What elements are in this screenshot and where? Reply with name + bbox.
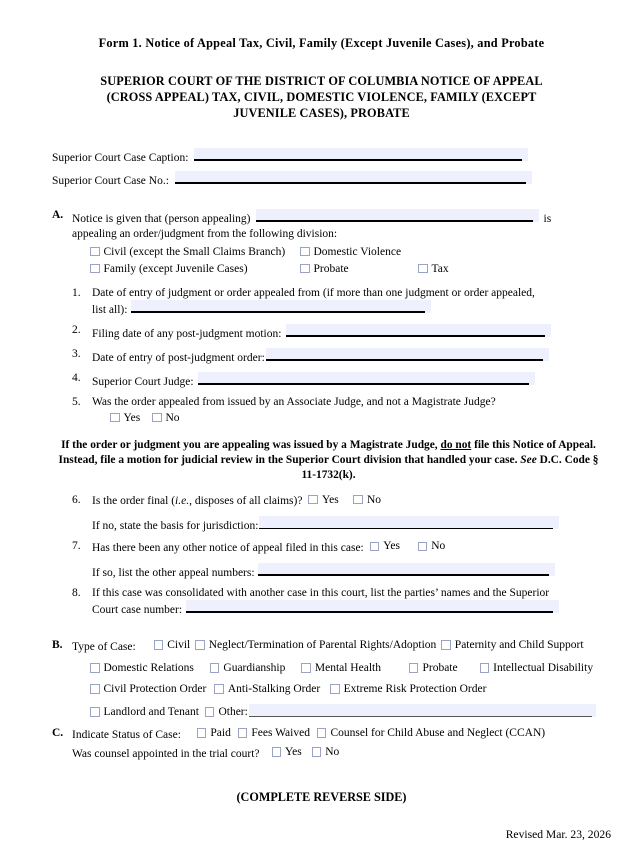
- item-2-input[interactable]: [286, 324, 551, 337]
- checkbox-label: Paid: [210, 727, 231, 739]
- item-4-input[interactable]: [198, 372, 535, 385]
- checkbox-type-landlord-tenant[interactable]: [90, 706, 199, 718]
- item-5-options: [92, 412, 607, 424]
- checkbox-box-icon[interactable]: [308, 495, 318, 505]
- checkbox-tax-division[interactable]: [418, 263, 449, 275]
- checkbox-item6-yes[interactable]: [308, 494, 353, 506]
- checkbox-label: Domestic Violence: [313, 245, 402, 258]
- checkbox-box-icon[interactable]: [441, 640, 451, 650]
- division-instruction: appealing an order/judgment from the following division:: [72, 227, 338, 240]
- item-3: [72, 348, 607, 364]
- checkbox-box-icon[interactable]: [409, 663, 419, 673]
- checkbox-label: Landlord and Tenant: [103, 706, 199, 718]
- warning-emphasis-do-not: do not: [440, 438, 472, 451]
- checkbox-type-civil-protection-order[interactable]: [90, 683, 206, 695]
- item-8-text-cont: Court case number:: [92, 604, 183, 616]
- checkbox-label: Probate: [422, 661, 458, 674]
- item-1-number: 1.: [72, 286, 81, 299]
- item-5-text: Was the order appealed from issued by an Associate Judge, and not a Magistrate Judge?: [92, 395, 496, 408]
- person-appealing-row: [72, 209, 607, 225]
- checkbox-type-probate[interactable]: [409, 662, 458, 674]
- revised-date: Revised Mar. 23, 2026: [505, 827, 611, 841]
- checkbox-box-icon[interactable]: [197, 728, 207, 738]
- item-5: [72, 396, 607, 424]
- case-no-input[interactable]: [175, 171, 532, 184]
- section-b-row-2: [72, 662, 619, 674]
- warning-part-2: file this Notice of Appeal. Instead, file a motion for judicial review in the Superior Court division that handled your case.: [58, 438, 596, 466]
- item-6-text-before: Is the order final (: [92, 495, 176, 508]
- checkbox-label: Anti-Stalking Order: [227, 682, 321, 695]
- numbered-items-1-5: [0, 275, 643, 424]
- case-caption-block: [0, 122, 643, 187]
- item-2-text: Filing date of any post-judgment motion:: [92, 327, 282, 340]
- checkbox-box-icon[interactable]: [370, 542, 380, 552]
- checkbox-item6-no[interactable]: [353, 494, 381, 506]
- item-1: [72, 287, 607, 316]
- checkbox-box-icon[interactable]: [272, 747, 282, 757]
- checkbox-item7-no[interactable]: [418, 540, 446, 552]
- item-1-text: Date of entry of judgment or order appealed from (if more than one judgment or order appealed,: [92, 286, 535, 299]
- checkbox-type-neglect-termination[interactable]: [195, 639, 436, 651]
- checkbox-box-icon[interactable]: [90, 663, 100, 673]
- complete-reverse-side-note: (COMPLETE REVERSE SIDE): [236, 789, 407, 804]
- checkbox-label: Civil Protection Order: [103, 682, 207, 695]
- checkbox-label: No: [366, 493, 382, 506]
- checkbox-type-civil[interactable]: [154, 639, 191, 651]
- counsel-appointed-question: Was counsel appointed in the trial court?: [72, 747, 260, 760]
- item-7-question: [92, 540, 607, 554]
- item-6: [72, 494, 607, 533]
- checkbox-domestic-violence[interactable]: [300, 246, 401, 258]
- item-6-sub-label: If no, state the basis for jurisdiction:: [92, 520, 259, 533]
- section-b-letter: B.: [52, 639, 63, 651]
- case-no-row: [0, 171, 643, 187]
- section-c-row-2: [72, 746, 607, 760]
- item-5-number: 5.: [72, 395, 81, 408]
- item-7-sub-label: If so, list the other appeal numbers:: [92, 567, 255, 579]
- checkbox-label: No: [165, 411, 180, 424]
- checkbox-label: Yes: [321, 493, 339, 506]
- checkbox-label: Civil: [167, 639, 191, 651]
- checkbox-type-extreme-risk-protection-order[interactable]: [330, 683, 486, 695]
- item-1-input[interactable]: [131, 300, 431, 313]
- warning-part-1: If the order or judgment you are appealing was issued by a Magistrate Judge,: [61, 438, 438, 451]
- section-b-label: Type of Case:: [72, 640, 136, 653]
- section-b-row-4: [72, 704, 619, 718]
- checkbox-label: Civil (except the Small Claims Branch): [103, 245, 286, 258]
- checkbox-box-icon[interactable]: [418, 542, 428, 552]
- checkbox-label: Mental Health: [314, 661, 381, 674]
- section-b: [0, 639, 643, 718]
- person-appealing-label: Notice is given that (person appealing): [72, 212, 251, 225]
- checkbox-label: Intellectual Disability: [493, 661, 594, 674]
- division-row-2: [72, 263, 607, 275]
- checkbox-status-paid[interactable]: [197, 727, 231, 739]
- item-6-italic-ie: i.e.: [175, 495, 190, 508]
- checkbox-type-guardianship[interactable]: [210, 662, 285, 674]
- item-7-number: 7.: [72, 540, 81, 553]
- magistrate-judge-warning: [0, 432, 643, 486]
- checkbox-civil-small-claims[interactable]: [90, 246, 300, 258]
- checkbox-type-paternity-child-support[interactable]: [441, 639, 583, 651]
- checkbox-box-icon[interactable]: [301, 663, 311, 673]
- item-4-number: 4.: [72, 371, 81, 384]
- item-3-text: Date of entry of post-judgment order:: [92, 351, 265, 364]
- item-4-text: Superior Court Judge:: [92, 375, 194, 388]
- checkbox-label: No: [325, 745, 340, 758]
- case-caption-input[interactable]: [194, 148, 528, 161]
- item-3-input[interactable]: [266, 348, 549, 361]
- checkbox-box-icon[interactable]: [205, 707, 215, 717]
- checkbox-box-icon[interactable]: [317, 728, 327, 738]
- spacer: [0, 718, 643, 727]
- item-7-text: Has there been any other notice of appeal filed in this case:: [92, 542, 364, 554]
- checkbox-type-anti-stalking-order[interactable]: [214, 683, 320, 695]
- checkbox-label: Other:: [218, 706, 248, 718]
- item-2: [72, 324, 607, 340]
- checkbox-label: Yes: [383, 540, 400, 553]
- checkbox-type-other[interactable]: [205, 706, 248, 718]
- section-c: [0, 727, 643, 760]
- item-6-question: [92, 494, 607, 508]
- warning-part-3: D.C. Code § 11-1732(k).: [301, 453, 599, 482]
- checkbox-box-icon[interactable]: [154, 640, 164, 650]
- person-appealing-tail: is: [543, 212, 552, 225]
- checkbox-box-icon[interactable]: [312, 747, 322, 757]
- checkbox-label: Tax: [431, 262, 449, 275]
- item-1-text-cont: list all):: [92, 303, 128, 316]
- document-title: SUPERIOR COURT OF THE DISTRICT OF COLUMBIA NOTICE OF APPEAL (CROSS APPEAL) TAX, CIVIL, DOMESTIC VIOLENCE, FAMILY (EXCEPT JUVENILE CASES), PROBATE: [100, 74, 543, 121]
- spacer: [0, 194, 643, 209]
- checkbox-box-icon[interactable]: [300, 247, 310, 257]
- checkbox-box-icon[interactable]: [152, 413, 162, 423]
- checkbox-counsel-no[interactable]: [312, 746, 340, 758]
- item-8-number: 8.: [72, 587, 81, 599]
- checkbox-type-mental-health[interactable]: [301, 662, 381, 674]
- checkbox-box-icon[interactable]: [480, 663, 490, 673]
- section-a: [0, 209, 643, 275]
- item-8-text: If this case was consolidated with another case in this court, list the parties’ names and the Superior: [92, 587, 550, 599]
- checkbox-status-ccan[interactable]: [317, 727, 545, 739]
- person-appealing-input[interactable]: [256, 209, 539, 222]
- checkbox-box-icon[interactable]: [300, 264, 310, 274]
- checkbox-box-icon[interactable]: [353, 495, 363, 505]
- checkbox-item5-no[interactable]: [152, 412, 180, 424]
- checkbox-label: Neglect/Termination of Parental Rights/Adoption: [208, 639, 437, 651]
- checkbox-counsel-yes[interactable]: [272, 746, 302, 758]
- item-8: [72, 587, 607, 616]
- case-caption-row: [0, 148, 643, 164]
- item-6-number: 6.: [72, 493, 81, 506]
- form-title: Form 1. Notice of Appeal Tax, Civil, Family (Except Juvenile Cases), and Probate: [98, 36, 545, 50]
- checkbox-box-icon[interactable]: [330, 684, 340, 694]
- checkbox-family-except-juvenile[interactable]: [90, 263, 300, 275]
- checkbox-item5-yes[interactable]: [110, 412, 152, 424]
- checkbox-label: Yes: [285, 745, 302, 758]
- checkbox-box-icon[interactable]: [238, 728, 248, 738]
- checkbox-item7-yes[interactable]: [370, 540, 418, 552]
- item-8-input[interactable]: [186, 600, 559, 613]
- section-c-label: Indicate Status of Case:: [72, 728, 181, 741]
- warning-see: See: [520, 453, 537, 466]
- checkbox-type-domestic-relations[interactable]: [90, 662, 194, 674]
- checkbox-box-icon[interactable]: [110, 413, 120, 423]
- spacer: [0, 624, 643, 639]
- section-b-row-1: [72, 639, 619, 653]
- item-4: [72, 372, 607, 388]
- item-7: [72, 540, 607, 579]
- checkbox-label: Family (except Juvenile Cases): [103, 262, 248, 275]
- item-6-jurisdiction-input[interactable]: [259, 516, 559, 529]
- section-c-letter: C.: [52, 727, 64, 739]
- checkbox-box-icon[interactable]: [90, 707, 100, 717]
- checkbox-box-icon[interactable]: [214, 684, 224, 694]
- item-2-number: 2.: [72, 323, 81, 336]
- checkbox-label: Extreme Risk Protection Order: [343, 682, 487, 695]
- checkbox-type-intellectual-disability[interactable]: [480, 662, 593, 674]
- checkbox-label: Fees Waived: [251, 727, 310, 739]
- numbered-items-6-8: [0, 486, 643, 617]
- checkbox-label: No: [431, 540, 446, 553]
- checkbox-label: Probate: [313, 262, 349, 275]
- item-6-text-after: , disposes of all claims)?: [189, 495, 303, 508]
- division-row-1: [72, 246, 607, 258]
- checkbox-label: Paternity and Child Support: [454, 639, 584, 651]
- checkbox-status-fees-waived[interactable]: [238, 727, 310, 739]
- checkbox-box-icon[interactable]: [90, 247, 100, 257]
- item-7-appeal-numbers-input[interactable]: [258, 563, 555, 576]
- checkbox-box-icon[interactable]: [418, 264, 428, 274]
- section-c-row-1: [72, 727, 607, 741]
- checkbox-box-icon[interactable]: [210, 663, 220, 673]
- checkbox-label: Guardianship: [223, 661, 286, 674]
- section-b-other-input[interactable]: [249, 704, 596, 717]
- checkbox-box-icon[interactable]: [90, 684, 100, 694]
- case-no-label: Superior Court Case No.:: [52, 174, 169, 187]
- checkbox-box-icon[interactable]: [90, 264, 100, 274]
- checkbox-label: Yes: [123, 411, 141, 424]
- checkbox-probate-division[interactable]: [300, 263, 418, 275]
- section-b-row-3: [72, 683, 619, 695]
- checkbox-box-icon[interactable]: [195, 640, 205, 650]
- section-a-letter: A.: [52, 208, 64, 221]
- item-3-number: 3.: [72, 347, 81, 360]
- checkbox-label: Domestic Relations: [103, 661, 194, 674]
- case-caption-label: Superior Court Case Caption:: [52, 151, 189, 164]
- checkbox-label: Counsel for Child Abuse and Neglect (CCAN): [330, 727, 546, 739]
